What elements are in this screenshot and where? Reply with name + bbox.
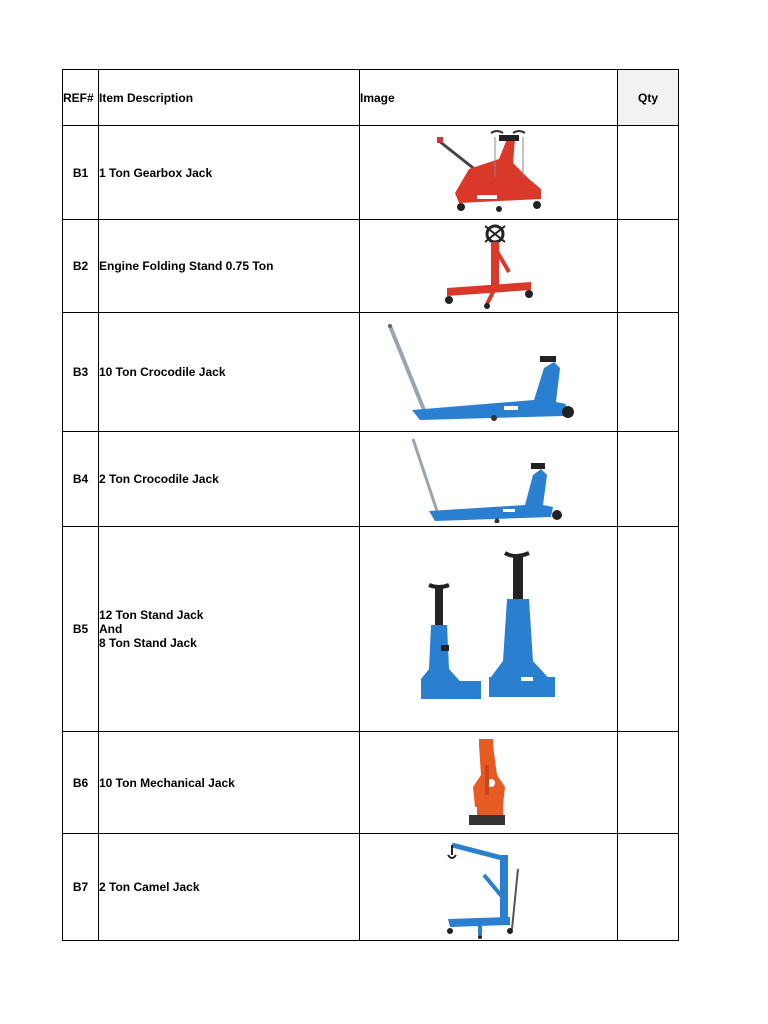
image-cell [360,834,618,941]
large-stand-jack-icon [489,553,555,697]
description-cell: 10 Ton Crocodile Jack [99,313,360,432]
header-qty: Qty [618,70,679,126]
mechanical-jack-icon [459,735,519,831]
ref-cell: B7 [63,834,99,941]
items-table [62,69,679,941]
table-row [63,313,679,432]
image-cell [360,732,618,834]
qty-cell[interactable] [618,732,679,834]
ref-cell: B5 [63,527,99,732]
table-row [63,732,679,834]
qty-cell[interactable] [618,432,679,527]
table-row [63,126,679,220]
header-image: Image [360,70,618,126]
camel-jack-crane-icon [444,835,534,939]
image-cell [360,432,618,527]
table-row [63,834,679,941]
description-cell: 10 Ton Mechanical Jack [99,732,360,834]
qty-cell[interactable] [618,527,679,732]
qty-cell[interactable] [618,126,679,220]
header-row [63,70,679,126]
crocodile-jack-icon [384,320,594,424]
image-cell [360,527,618,732]
gearbox-jack-icon [429,129,549,217]
description-cell [99,527,360,732]
image-cell [360,313,618,432]
qty-cell[interactable] [618,834,679,941]
table-row [63,527,679,732]
table-row [63,220,679,313]
small-stand-jack-icon [421,585,481,699]
stand-jack-pair-icon [419,549,559,709]
crocodile-jack-icon [407,435,571,523]
description-cell: 1 Ton Gearbox Jack [99,126,360,220]
ref-cell: B6 [63,732,99,834]
header-description: Item Description [99,70,360,126]
description-cell: 2 Ton Camel Jack [99,834,360,941]
table-row [63,432,679,527]
description-cell: 2 Ton Crocodile Jack [99,432,360,527]
ref-cell: B2 [63,220,99,313]
ref-cell: B3 [63,313,99,432]
header-ref: REF# [63,70,99,126]
image-cell [360,126,618,220]
ref-cell: B4 [63,432,99,527]
qty-cell[interactable] [618,313,679,432]
ref-cell: B1 [63,126,99,220]
description-line: 8 Ton Stand Jack [99,636,197,650]
image-cell [360,220,618,313]
description-cell: Engine Folding Stand 0.75 Ton [99,220,360,313]
qty-cell[interactable] [618,220,679,313]
description-line: And [99,622,123,636]
engine-stand-icon [439,222,539,310]
description-line: 12 Ton Stand Jack [99,608,204,622]
